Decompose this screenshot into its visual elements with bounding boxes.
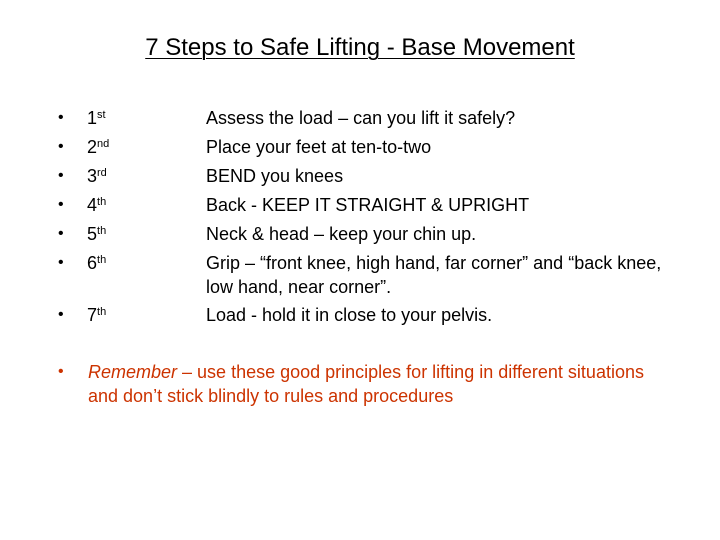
bullet-icon: • — [58, 363, 64, 380]
bullet-icon: • — [58, 254, 64, 271]
step-text: Place your feet at ten-to-two — [206, 137, 432, 157]
step-text: Load - hold it in close to your pelvis. — [206, 305, 493, 325]
remember-note — [88, 360, 668, 408]
step-text: Back - KEEP IT STRAIGHT & UPRIGHT — [206, 195, 530, 215]
bullet-icon: • — [58, 225, 64, 242]
bullet-icon: • — [58, 109, 64, 126]
step-text: Grip – “front knee, high hand, far corner” and “back knee, low hand, near corner”. — [206, 253, 662, 297]
step-text: BEND you knees — [206, 166, 344, 186]
bullet-icon: • — [58, 196, 64, 213]
bullet-icon: • — [58, 138, 64, 155]
step-number: 3rd — [87, 166, 107, 186]
slide-title: 7 Steps to Safe Lifting - Base Movement — [145, 34, 575, 61]
remember-lead: Remember — [88, 362, 178, 382]
step-number: 6th — [87, 253, 107, 273]
step-number: 5th — [87, 224, 107, 244]
step-number: 1st — [87, 108, 106, 128]
bullet-icon: • — [58, 306, 64, 323]
step-number: 7th — [87, 305, 107, 325]
step-number: 2nd — [87, 137, 110, 157]
step-text: Neck & head – keep your chin up. — [206, 224, 477, 244]
step-number: 4th — [87, 195, 107, 215]
remember-text: – use these good principles for lifting in different situations and don’t stick blindly to rules and procedures — [88, 362, 644, 406]
bullet-icon: • — [58, 167, 64, 184]
step-text: Assess the load – can you lift it safely? — [206, 108, 516, 128]
